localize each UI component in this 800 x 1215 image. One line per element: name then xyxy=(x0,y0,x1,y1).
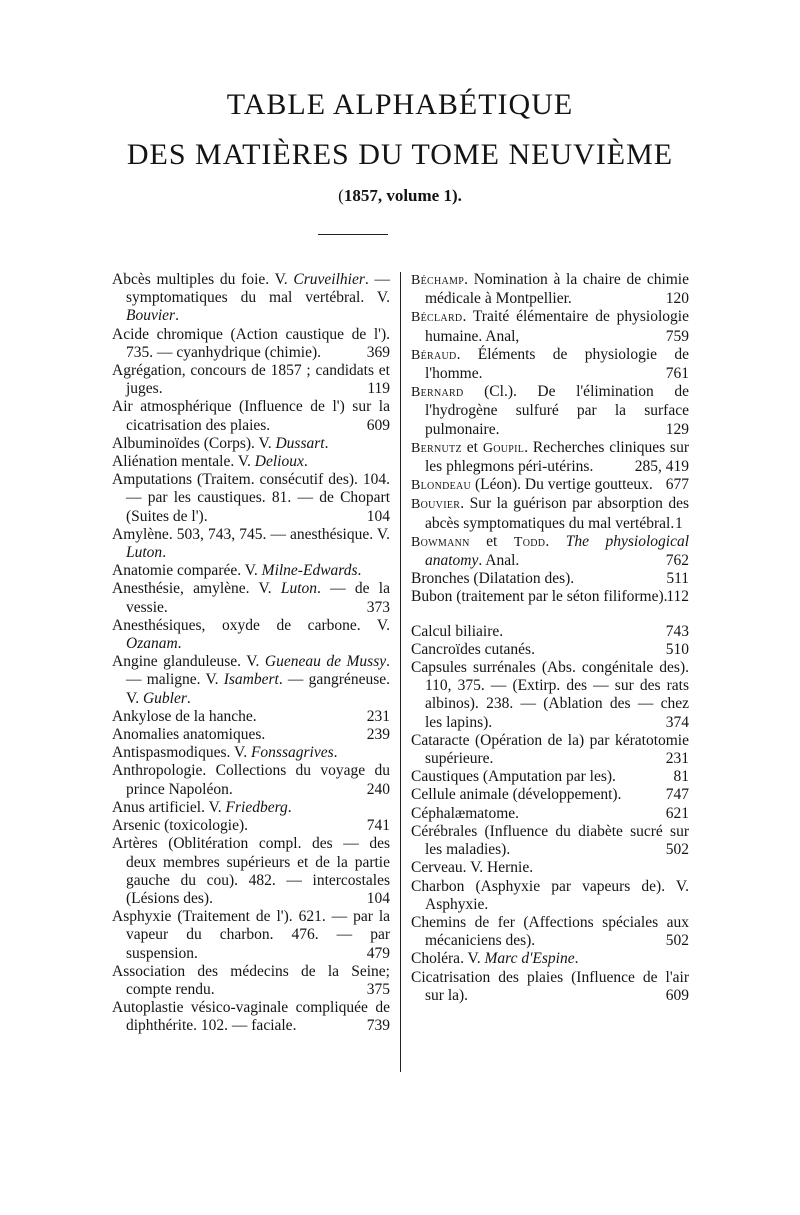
entry-page-number: 510 xyxy=(665,640,689,658)
entry-author: Bernard xyxy=(411,385,464,401)
entry-reference: Ozanam xyxy=(126,635,178,653)
entry-text: Anesthésie, amylène. V. xyxy=(112,580,281,598)
entry-page-number: 502 xyxy=(665,932,689,950)
index-entry xyxy=(411,805,689,823)
column-divider xyxy=(400,272,401,1072)
index-entry xyxy=(112,744,390,762)
entry-page-number: 373 xyxy=(366,598,390,616)
entry-author: Béchamp xyxy=(411,273,465,288)
index-entry xyxy=(112,562,390,580)
entry-reference: Cruveilhier xyxy=(293,271,365,288)
entry-author: Béclard xyxy=(411,310,463,326)
entry-author: Béraud xyxy=(411,347,457,363)
entry-text: . xyxy=(177,635,182,653)
entry-reference: Luton xyxy=(126,544,163,562)
entry-text: Aliénation mentale. V. xyxy=(112,453,255,471)
entry-reference: Dussart xyxy=(275,434,325,452)
entry-text: Caustiques (Amputation par les). xyxy=(411,768,616,786)
entry-page-number: 239 xyxy=(366,726,390,744)
entry-page-number: 741 xyxy=(366,817,390,835)
entry-text: Cerveau. V. Hernie. xyxy=(411,859,534,877)
index-entry xyxy=(411,308,689,345)
entry-page-number: 621 xyxy=(665,804,689,822)
entry-text: Bronches (Dilatation des). xyxy=(411,570,575,588)
page-subtitle xyxy=(0,186,800,206)
entry-text: Anesthésiques, oxyde de carbone. V. xyxy=(112,616,390,634)
entry-page-number: 104 xyxy=(366,889,390,907)
entry-page-number: 609 xyxy=(665,986,689,1004)
entry-text: Anatomie comparée. V. xyxy=(112,562,262,580)
entry-text: Agrégation, concours de 1857 ; candidats et juges. xyxy=(112,362,390,398)
entry-page-number: 374 xyxy=(665,713,689,731)
index-entry xyxy=(112,453,390,471)
index-entry xyxy=(112,271,390,326)
entry-reference: Gubler xyxy=(142,689,187,707)
entry-author: Goupil xyxy=(482,440,525,456)
index-entry xyxy=(411,271,689,308)
entry-page-number: 739 xyxy=(366,1017,390,1035)
entry-text: Amputations (Traitem. consécutif des). 104. — par les caustiques. 81. — de Chopart (Suites de l'). xyxy=(112,471,390,525)
entry-reference: Friedberg xyxy=(225,798,288,816)
entry-text: Anthropologie. Collections du voyage du prince Napoléon. xyxy=(112,762,390,798)
index-entry xyxy=(411,659,689,732)
entry-page-number: 112 xyxy=(666,588,689,606)
entry-text: . xyxy=(287,798,292,816)
entry-text: Arsenic (toxicologie). xyxy=(112,817,249,835)
index-entry xyxy=(112,580,390,616)
index-entry xyxy=(411,570,689,588)
entry-text: et xyxy=(461,438,483,456)
entry-text: . xyxy=(324,434,329,452)
index-column-left xyxy=(112,271,390,1036)
entry-text: . Nomination à la chaire de chimie médicale à Montpellier. xyxy=(425,271,689,308)
entry-page-number: 743 xyxy=(665,622,689,640)
entry-reference: Marc d'Espine xyxy=(484,950,575,968)
entry-text: . xyxy=(162,544,167,562)
entry-author: Blondeau xyxy=(411,478,472,494)
entry-text: Acide chromique (Action caustique de l'). 735. — cyanhydrique (chimie). xyxy=(112,325,390,361)
entry-page-number: 129 xyxy=(665,420,689,438)
entry-reference: Delioux xyxy=(254,453,304,471)
entry-reference: The physiological anatomy xyxy=(425,532,690,570)
entry-page-number: 511 xyxy=(666,570,689,588)
entry-text: (Léon). Du vertige goutteux. xyxy=(471,476,653,494)
index-entry xyxy=(411,786,689,804)
entry-text: . xyxy=(357,562,362,580)
page-title-line2: DES MATIÈRES DU TOME NEUVIÈME xyxy=(126,138,674,171)
index-entry xyxy=(112,726,390,744)
entry-author: Bouvier xyxy=(411,497,461,513)
entry-text: . xyxy=(333,744,338,762)
index-entry xyxy=(411,641,689,659)
entry-text: Ankylose de la hanche. xyxy=(112,707,257,725)
entry-text: Chemins de fer (Affections spéciales aux mécaniciens des). xyxy=(411,913,689,950)
entry-text: Antispasmodiques. V. xyxy=(112,744,251,762)
entry-text: . xyxy=(574,950,579,968)
index-entry xyxy=(112,471,390,526)
index-entry xyxy=(411,476,689,495)
entry-text: Céphalæmatome. xyxy=(411,804,520,822)
entry-text: Charbon (Asphyxie par vapeurs de). V. Asphyxie. xyxy=(411,877,689,913)
entry-page-number: 759 xyxy=(665,327,689,345)
index-entry: Bouvier. Sur la guérison par absorption des abcès symptomatiques du mal vertébral. 1 xyxy=(411,495,689,532)
index-entry xyxy=(411,439,689,476)
index-entry xyxy=(411,533,689,570)
index-entry xyxy=(411,823,689,859)
index-entry xyxy=(112,799,390,817)
entry-text: Albuminoïdes (Corps). V. xyxy=(112,434,276,452)
index-entry xyxy=(112,398,390,434)
entry-page-number: 479 xyxy=(366,944,390,962)
entry-text: . xyxy=(303,453,308,471)
entry-text: . Traité élémentaire de physiologie humaine. Anal, xyxy=(425,308,689,345)
index-entry xyxy=(112,617,390,653)
index-entry xyxy=(112,963,390,999)
subtitle-year: 1857 xyxy=(343,186,378,205)
entry-page-number: 120 xyxy=(665,290,689,308)
entry-text: . xyxy=(175,307,179,325)
entry-text: Bubon (traitement par le séton filiforme). xyxy=(411,588,668,606)
index-entry xyxy=(411,969,689,1005)
index-entry xyxy=(112,817,390,835)
entry-text: Autoplastie vésico-vaginale compliquée de diphthérite. 102. — faciale. xyxy=(112,999,390,1035)
index-entry xyxy=(411,588,689,606)
entry-page-number: 502 xyxy=(665,841,689,859)
index-entry xyxy=(411,914,689,950)
entry-text: . xyxy=(545,532,566,550)
entry-text: . xyxy=(186,689,191,707)
entry-author: Todd xyxy=(513,534,546,550)
entry-text: Capsules surrénales (Abs. congénitale des). 110, 375. — (Extirp. des — sur des rats albinos). 238. — (Ablation des — chez les lapins). xyxy=(411,659,689,731)
index-entry xyxy=(112,999,390,1035)
entry-text: Cancroïdes cutanés. xyxy=(411,640,535,658)
entry-text: Cicatrisation des plaies (Influence de l'air sur la). xyxy=(411,968,689,1004)
entry-reference: Milne-Edwards xyxy=(261,562,358,580)
subtitle-open: ( xyxy=(338,186,344,205)
entry-page-number: 285, 419 xyxy=(634,458,689,476)
entry-page-number: 369 xyxy=(366,343,390,361)
index-entry xyxy=(112,435,390,453)
title-rule xyxy=(318,234,388,235)
index-entry xyxy=(411,623,689,641)
entry-page-number: 747 xyxy=(665,786,689,804)
index-entry xyxy=(112,762,390,798)
index-entry xyxy=(411,346,689,383)
index-entry xyxy=(112,908,390,963)
entry-text: Cataracte (Opération de la) par kératotomie supérieure. xyxy=(411,731,689,768)
page-title-line1: TABLE ALPHABÉTIQUE xyxy=(226,88,574,121)
entry-text: Anomalies anatomiques. xyxy=(112,726,266,744)
entry-page-number: 81 xyxy=(673,768,689,786)
entry-text: Cellule animale (développement). xyxy=(411,786,622,804)
subtitle-rest: , volume 1). xyxy=(377,186,462,205)
entry-text: Anus artificiel. V. xyxy=(112,798,226,816)
index-entry xyxy=(112,653,390,708)
entry-text: Abcès multiples du foie. V. xyxy=(112,271,294,288)
entry-text: Cérébrales (Influence du diabète sucré sur les maladies). xyxy=(411,822,689,859)
index-entry xyxy=(112,708,390,726)
entry-text: Calcul biliaire. xyxy=(411,622,504,640)
entry-text: . Anal. xyxy=(478,552,520,570)
entry-page-number: 677 xyxy=(665,476,689,494)
entry-reference: Isambert xyxy=(223,671,279,689)
entry-reference: Luton xyxy=(280,580,318,598)
entry-page-number: 762 xyxy=(665,552,689,570)
entry-page-number: 240 xyxy=(366,780,390,798)
entry-text: Asphyxie (Traitement de l'). 621. — par la vapeur du charbon. 476. — par suspension. xyxy=(112,908,390,962)
entry-page-number: 231 xyxy=(366,707,390,725)
entry-text: Air atmosphérique (Influence de l') sur la cicatrisation des plaies. xyxy=(112,398,390,434)
index-entry xyxy=(112,526,390,562)
index-entry xyxy=(411,878,689,914)
entry-text: . — maligne. V. xyxy=(126,653,390,689)
entry-text: et xyxy=(469,532,514,550)
entry-page-number: 231 xyxy=(665,750,689,768)
entry-text: . — gangréneuse. V. xyxy=(126,671,390,707)
entry-text: Amylène. 503, 743, 745. — anesthésique. V. xyxy=(112,525,390,543)
entry-text: . Éléments de physiologie de l'homme. xyxy=(425,345,689,383)
entry-text: . Recherches cliniques sur les phlegmons péri-utérins. xyxy=(425,438,690,476)
index-entry xyxy=(411,950,689,968)
entry-reference: Gueneau de Mussy xyxy=(264,653,387,671)
entry-page-number: 609 xyxy=(366,416,390,434)
index-entry xyxy=(112,835,390,908)
entry-text: Choléra. V. xyxy=(411,950,485,968)
entry-author: Bernutz xyxy=(411,440,462,456)
index-entry xyxy=(411,768,689,786)
index-entry xyxy=(112,362,390,398)
entry-page-number: 761 xyxy=(665,365,689,383)
index-entry xyxy=(411,732,689,768)
entry-page-number: 375 xyxy=(366,980,390,998)
entry-reference: Fonssagrives xyxy=(250,744,334,762)
entry-reference: Bouvier xyxy=(126,307,176,325)
entry-text: . Sur la guérison par absorption des abcès symptomatiques du mal vertébral. xyxy=(425,495,689,532)
index-entry xyxy=(112,326,390,362)
entry-page-number: 104 xyxy=(366,507,390,525)
entry-text: Artères (Oblitération compl. des — des deux membres supérieurs et de la partie gauche du cou). 482. — intercostales (Lésions des). xyxy=(112,835,390,907)
entry-page-number: 119 xyxy=(367,380,390,398)
entry-text: Association des médecins de la Seine; compte rendu. xyxy=(112,962,390,998)
entry-author: Bowmann xyxy=(411,534,470,550)
index-column-right xyxy=(411,271,689,1005)
entry-text: . — symptomatiques du mal vertébral. V. xyxy=(126,271,390,307)
index-entry xyxy=(411,383,689,439)
entry-text: (Cl.). De l'élimination de l'hydrogène sulfuré par la surface pulmonaire. xyxy=(425,383,689,438)
entry-text: . — de la vessie. xyxy=(126,580,390,616)
entry-text: Angine glanduleuse. V. xyxy=(112,653,265,671)
index-entry xyxy=(411,859,689,877)
